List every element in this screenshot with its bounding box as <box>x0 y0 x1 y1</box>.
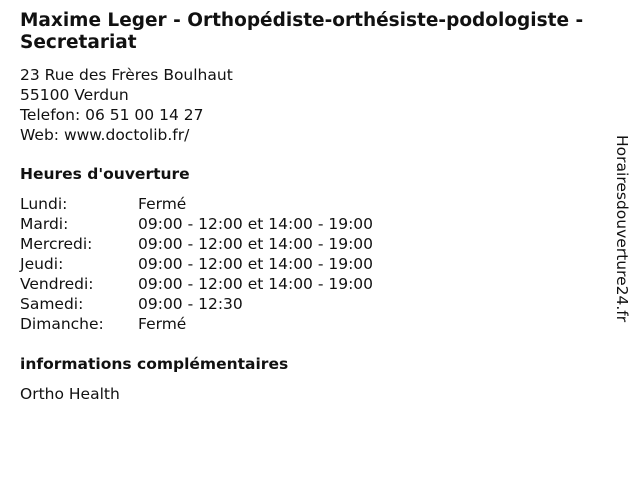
opening-hours-heading: Heures d'ouverture <box>20 165 190 183</box>
site-watermark: Horairesdouverture24.fr <box>613 135 631 323</box>
day-label: Mardi: <box>20 215 69 233</box>
hours-row-mardi <box>20 214 373 234</box>
hours-row-jeudi <box>20 254 373 274</box>
business-title: Maxime Leger - Orthopédiste-orthésiste-podologiste - Secretariat <box>20 10 584 53</box>
day-label: Dimanche: <box>20 315 104 333</box>
time-value: 09:00 - 12:30 <box>138 295 243 313</box>
website-link[interactable]: Web: www.doctolib.fr/ <box>20 126 190 144</box>
time-value: Fermé <box>138 315 187 333</box>
day-label: Vendredi: <box>20 275 94 293</box>
contact-block <box>20 65 233 145</box>
hours-row-dimanche <box>20 314 373 334</box>
additional-info-text: Ortho Health <box>20 385 120 403</box>
phone-number[interactable]: Telefon: 06 51 00 14 27 <box>20 106 204 124</box>
day-label: Mercredi: <box>20 235 93 253</box>
address-city: 55100 Verdun <box>20 86 129 104</box>
hours-row-lundi <box>20 194 373 214</box>
time-value: 09:00 - 12:00 et 14:00 - 19:00 <box>138 235 374 253</box>
day-label: Samedi: <box>20 295 84 313</box>
additional-info-heading: informations complémentaires <box>20 355 289 373</box>
time-value: 09:00 - 12:00 et 14:00 - 19:00 <box>138 275 374 293</box>
day-label: Lundi: <box>20 195 68 213</box>
time-value: 09:00 - 12:00 et 14:00 - 19:00 <box>138 215 374 233</box>
opening-hours-table <box>20 194 373 334</box>
hours-row-vendredi <box>20 274 373 294</box>
time-value: Fermé <box>138 195 187 213</box>
time-value: 09:00 - 12:00 et 14:00 - 19:00 <box>138 255 374 273</box>
hours-row-samedi <box>20 294 373 314</box>
day-label: Jeudi: <box>20 255 64 273</box>
address-street: 23 Rue des Frères Boulhaut <box>20 66 233 84</box>
hours-row-mercredi <box>20 234 373 254</box>
